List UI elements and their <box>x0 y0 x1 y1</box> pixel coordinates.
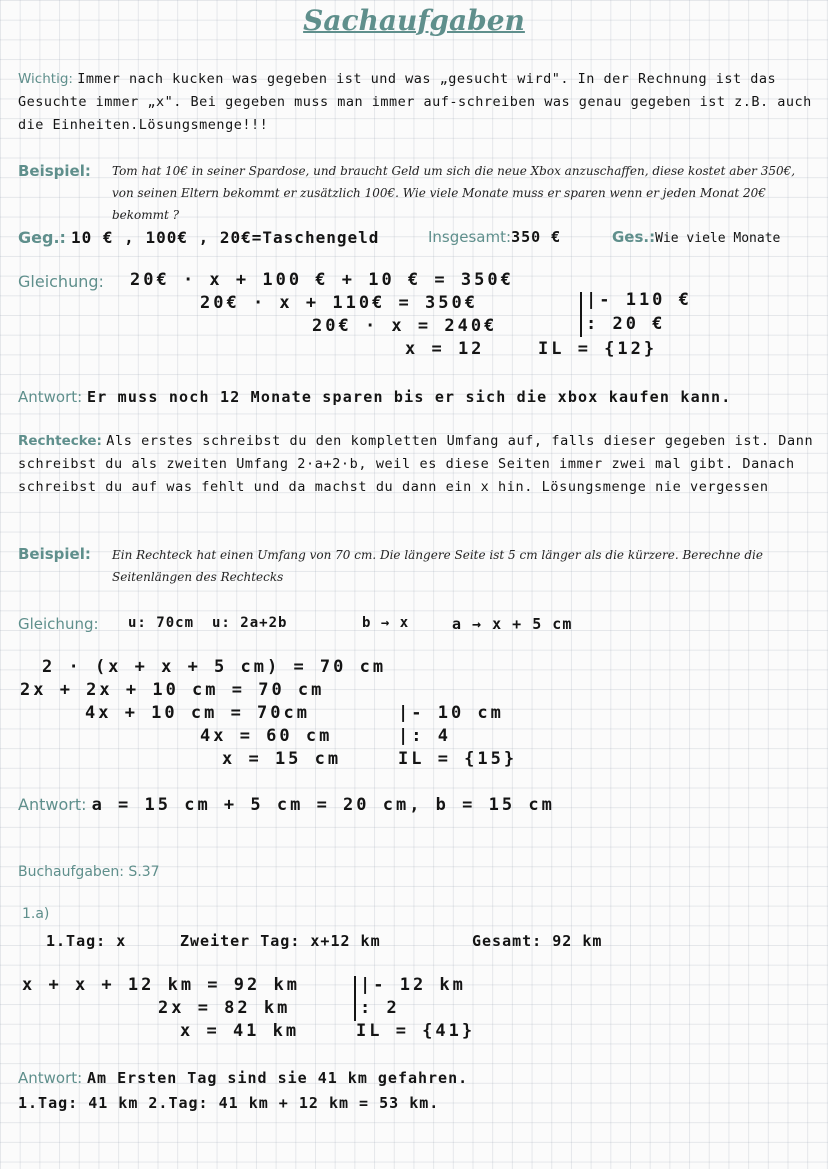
answer3-row <box>18 1069 468 1087</box>
equation2-header: u: 70cm <box>128 615 195 631</box>
example2-text: Ein Rechteck hat einen Umfang von 70 cm. Die längere Seite ist 5 cm länger als die kürzere. Berechne die Seitenlängen des Rechtecks <box>112 548 763 584</box>
answer3-line2: 1.Tag: 41 km 2.Tag: 41 km + 12 km = 53 km. <box>18 1094 440 1112</box>
intro-paragraph <box>18 68 818 137</box>
book-op: |- 12 km <box>360 975 466 995</box>
intro-text: Immer nach kucken was gegeben ist und was „gesucht wird". In der Rechnung ist das Gesuchte immer „x". Bei gegeben muss man immer auf-schreiben was genau gegeben ist z.B. auch die Einheiten.Lösungsmenge!!! <box>18 71 812 133</box>
book-op: : 2 <box>360 998 400 1018</box>
equation1-op: |- 110 € <box>586 290 692 310</box>
equation2-label: Gleichung: <box>18 615 99 633</box>
equation2-line: 2x + 2x + 10 cm = 70 cm <box>20 680 325 700</box>
equation1-op: : 20 € <box>586 314 666 334</box>
answer1-label: Antwort: <box>18 388 83 406</box>
book-line: x + x + 12 km = 92 km <box>22 975 300 995</box>
equation2-header: a → x + 5 cm <box>452 615 573 633</box>
equation1-line: x = 12 <box>405 339 485 359</box>
equation2-solution: IL = {15} <box>398 749 518 769</box>
answer1-text: Er muss noch 12 Monate sparen bis er sich die xbox kaufen kann. <box>86 388 732 406</box>
equation2-header: u: 2a+2b <box>212 615 288 631</box>
total-label: Insgesamt: <box>428 228 512 246</box>
book-day2: Zweiter Tag: x+12 km <box>180 932 381 950</box>
total-value: 350 € <box>511 228 562 246</box>
equation2-op: |: 4 <box>398 726 451 746</box>
equation1-line: 20€ · x + 100 € + 10 € = 350€ <box>130 270 514 290</box>
given-text: 10 € , 100€ , 20€=Taschengeld <box>71 228 380 247</box>
sought-value: Wie viele Monate <box>655 231 781 246</box>
total-row <box>428 228 561 246</box>
page-title: Sachaufgaben <box>303 4 525 37</box>
book-day1: 1.Tag: x <box>46 932 127 950</box>
intro-label: Wichtig: <box>18 71 73 87</box>
answer3-label: Antwort: <box>18 1069 83 1087</box>
equation1-solution: IL = {12} <box>538 339 658 359</box>
book-brace <box>354 976 356 1021</box>
answer2-row <box>18 795 555 815</box>
equation2-line: 4x = 60 cm <box>200 726 333 746</box>
book-task: 1.a) <box>22 906 50 922</box>
rectangles-paragraph <box>18 430 818 499</box>
sought-label: Ges.: <box>612 228 656 246</box>
equation1-label: Gleichung: <box>18 272 104 291</box>
sought-row <box>612 228 780 246</box>
given-label: Geg.: <box>18 228 66 247</box>
answer2-label: Antwort: <box>18 795 87 814</box>
equation2-line: 4x + 10 cm = 70cm <box>85 703 310 723</box>
rectangles-label: Rechtecke: <box>18 433 102 449</box>
answer2-text: a = 15 cm + 5 cm = 20 cm, b = 15 cm <box>91 795 555 815</box>
answer3-text: Am Ersten Tag sind sie 41 km gefahren. <box>86 1069 469 1087</box>
equation1-line: 20€ · x = 240€ <box>312 316 498 336</box>
equation1-line: 20€ · x + 110€ = 350€ <box>200 293 478 313</box>
equation2-line: x = 15 cm <box>222 749 342 769</box>
book-solution: IL = {41} <box>356 1021 476 1041</box>
equation2-line: 2 · (x + x + 5 cm) = 70 cm <box>42 657 387 677</box>
example1-text: Tom hat 10€ in seiner Spardose, und braucht Geld um sich die neue Xbox anzuschaffen, diese kostet aber 350€, von seinen Eltern bekommt er zusätzlich 100€. Wie viele Monate muss er sparen wenn er jeden Monat 20€ bekommt ? <box>112 164 796 222</box>
equation1-brace <box>580 292 582 337</box>
equation2-header: b → x <box>362 615 410 631</box>
example2-label: Beispiel: <box>18 545 91 563</box>
equation2-op: |- 10 cm <box>398 703 504 723</box>
book-line: 2x = 82 km <box>158 998 291 1018</box>
book-label: Buchaufgaben: S.37 <box>18 864 160 880</box>
given-row <box>18 228 379 247</box>
book-line: x = 41 km <box>180 1021 300 1041</box>
answer1-row <box>18 388 732 406</box>
book-total: Gesamt: 92 km <box>472 932 603 950</box>
example1-label: Beispiel: <box>18 162 91 180</box>
rectangles-text: Als erstes schreibst du den kompletten Umfang auf, falls dieser gegeben ist. Dann schreibst du als zweiten Umfang 2·a+2·b, weil es diese Seiten immer zwei mal gibt. Danach schreibst du auf was fehlt und da machst du dann ein x hin. Lösungsmenge nie vergessen <box>18 433 814 495</box>
